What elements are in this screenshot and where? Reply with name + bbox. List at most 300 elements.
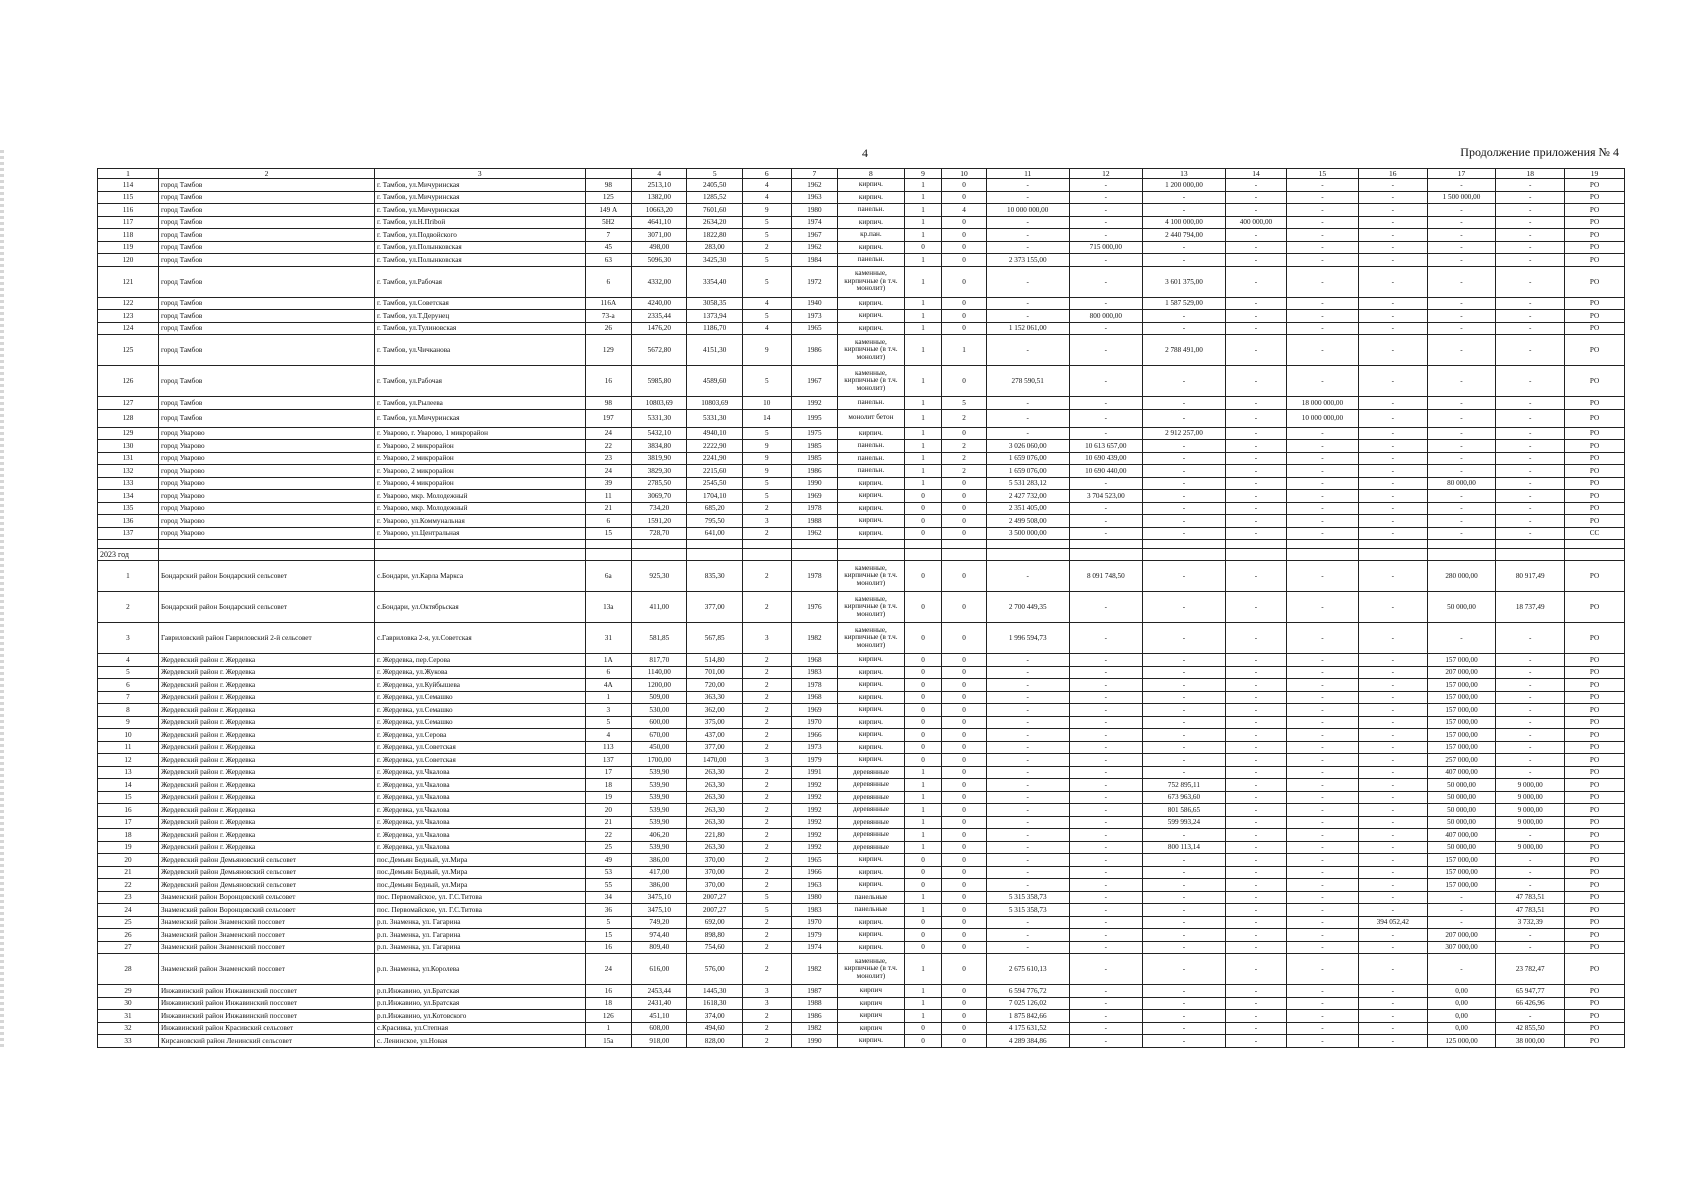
table-cell: - (1358, 941, 1427, 954)
table-cell: 1 (904, 954, 942, 985)
table-cell: - (1358, 366, 1427, 397)
table-cell: - (1225, 241, 1286, 254)
table-cell: 576,00 (687, 954, 742, 985)
table-cell: Знаменский район Знаменский поссовет (158, 929, 374, 942)
table-cell: 0 (942, 254, 986, 267)
table-cell: 1995 (791, 409, 838, 427)
table-cell: панельн. (838, 397, 904, 410)
table-cell: 135 (98, 502, 159, 515)
table-cell: - (1496, 310, 1565, 323)
table-cell: - (1142, 829, 1225, 842)
table-cell: РО (1565, 891, 1625, 904)
table-cell: 1980 (791, 204, 838, 217)
table-cell: 50 000,00 (1427, 816, 1496, 829)
table-cell: - (1358, 691, 1427, 704)
table-cell: 2 (742, 691, 791, 704)
table-cell: - (1496, 716, 1565, 729)
table-cell: с.Красивка, ул.Степная (375, 1022, 586, 1035)
table-cell: - (1427, 490, 1496, 503)
table-cell: 2 499 508,00 (986, 515, 1069, 528)
table-cell: каменные, кирпичные (в т.ч. монолит) (838, 366, 904, 397)
table-cell: - (1142, 916, 1225, 929)
table-cell: 0 (942, 241, 986, 254)
table-cell: 1992 (791, 816, 838, 829)
table-cell: город Уварово (158, 515, 374, 528)
table-cell: 1979 (791, 929, 838, 942)
table-cell: Знаменский район Знаменский поссовет (158, 941, 374, 954)
table-cell: - (1225, 452, 1286, 465)
table-cell (838, 540, 904, 549)
table-cell: город Уварово (158, 440, 374, 453)
table-row (98, 1010, 1625, 1023)
table-cell: - (1358, 440, 1427, 453)
table-cell: - (1225, 941, 1286, 954)
table-cell: Жердевский район г. Жердевка (158, 766, 374, 779)
table-cell: - (1358, 954, 1427, 985)
table-cell: 263,30 (687, 779, 742, 792)
table-row (98, 241, 1625, 254)
table-cell: кирпич. (838, 729, 904, 742)
table-cell: 4 (585, 729, 632, 742)
table-cell: 4 175 631,52 (986, 1022, 1069, 1035)
table-cell: г. Уварово, г. Уварово, 1 микрорайон (375, 427, 586, 440)
table-cell: СС (1565, 527, 1625, 540)
table-cell: 407 000,00 (1427, 829, 1496, 842)
table-cell: 80 917,49 (1496, 561, 1565, 592)
table-cell: - (1142, 704, 1225, 717)
table-cell: РО (1565, 297, 1625, 310)
table-row (98, 229, 1625, 242)
table-cell: 1992 (791, 804, 838, 817)
table-cell: 2 (742, 1010, 791, 1023)
table-cell: кирпич. (838, 866, 904, 879)
table-cell: кирпич. (838, 515, 904, 528)
table-cell: - (1358, 310, 1427, 323)
table-cell: 157 000,00 (1427, 879, 1496, 892)
table-cell: - (1358, 829, 1427, 842)
table-cell: - (1142, 322, 1225, 335)
table-cell: - (986, 779, 1069, 792)
table-cell: - (1286, 427, 1358, 440)
table-cell (791, 549, 838, 561)
table-cell: 1704,10 (687, 490, 742, 503)
table-cell: 4 289 384,86 (986, 1035, 1069, 1048)
table-cell: РО (1565, 854, 1625, 867)
table-cell: - (1225, 409, 1286, 427)
table-cell: 257 000,00 (1427, 754, 1496, 767)
table-cell: 2 (98, 592, 159, 623)
table-cell: - (1496, 691, 1565, 704)
table-row (98, 427, 1625, 440)
table-cell: 0 (942, 266, 986, 297)
table-cell: 0 (942, 297, 986, 310)
table-cell: - (1069, 322, 1142, 335)
table-cell: - (1142, 766, 1225, 779)
table-cell: - (1225, 204, 1286, 217)
table-cell: - (1225, 490, 1286, 503)
table-cell: 2335,44 (632, 310, 687, 323)
table-cell: город Тамбов (158, 254, 374, 267)
table-cell: РО (1565, 561, 1625, 592)
table-cell: 17 (585, 766, 632, 779)
table-cell: РО (1565, 691, 1625, 704)
table-cell: Инжавинский район Красивский сельсовет (158, 1022, 374, 1035)
table-cell: 0 (942, 754, 986, 767)
table-cell: 1 659 076,00 (986, 465, 1069, 478)
table-cell: р.п. Знаменка, ул.Королева (375, 954, 586, 985)
table-cell: РО (1565, 204, 1625, 217)
table-cell: РО (1565, 704, 1625, 717)
table-cell: 4589,60 (687, 366, 742, 397)
table-cell: - (1142, 440, 1225, 453)
table-cell: 283,00 (687, 241, 742, 254)
table-row (98, 297, 1625, 310)
table-cell (791, 540, 838, 549)
table-cell: 4 (942, 204, 986, 217)
table-cell (585, 549, 632, 561)
table-cell: 137 (585, 754, 632, 767)
table-cell: кирпич (838, 1010, 904, 1023)
table-cell: РО (1565, 502, 1625, 515)
table-cell: 263,30 (687, 766, 742, 779)
table-cell: 55 (585, 879, 632, 892)
table-cell: 1 (904, 204, 942, 217)
table-cell: 1978 (791, 679, 838, 692)
table-cell: 9 000,00 (1496, 804, 1565, 817)
table-cell: 34 (585, 891, 632, 904)
table-cell: - (1225, 427, 1286, 440)
table-cell: 1940 (791, 297, 838, 310)
table-row (98, 654, 1625, 667)
table-cell: - (1358, 1022, 1427, 1035)
table-cell: 0 (942, 941, 986, 954)
table-cell: 0 (904, 1035, 942, 1048)
table-cell: - (1225, 929, 1286, 942)
table-cell: - (1496, 729, 1565, 742)
table-cell: 407 000,00 (1427, 766, 1496, 779)
table-row (98, 216, 1625, 229)
table-cell: - (1069, 854, 1142, 867)
table-cell: 5Н2 (585, 216, 632, 229)
table-cell: - (1286, 440, 1358, 453)
table-cell: 49 (585, 854, 632, 867)
table-cell: 2222,90 (687, 440, 742, 453)
table-cell (687, 549, 742, 561)
table-cell: 1 (904, 816, 942, 829)
table-cell: 116 (98, 204, 159, 217)
table-cell: - (986, 754, 1069, 767)
table-cell: - (1069, 716, 1142, 729)
table-cell: 641,00 (687, 527, 742, 540)
table-cell: - (1069, 916, 1142, 929)
table-cell: 126 (98, 366, 159, 397)
table-cell: - (1427, 916, 1496, 929)
table-cell: РО (1565, 1022, 1625, 1035)
table-cell: 1А (585, 654, 632, 667)
table-cell: 10803,69 (687, 397, 742, 410)
table-cell: 2 (742, 527, 791, 540)
table-cell: - (1225, 440, 1286, 453)
table-cell: 1962 (791, 241, 838, 254)
table-cell: 0,00 (1427, 1010, 1496, 1023)
table-cell: - (1225, 310, 1286, 323)
table-cell: 7 025 126,02 (986, 997, 1069, 1010)
table-cell: - (1496, 766, 1565, 779)
table-cell: - (1427, 229, 1496, 242)
table-cell: 1992 (791, 397, 838, 410)
table-cell: 2 (742, 841, 791, 854)
table-cell: - (1358, 179, 1427, 192)
table-cell: 5432,10 (632, 427, 687, 440)
table-cell: г. Жердевка, ул.Чкалова (375, 841, 586, 854)
table-cell: 1 (904, 985, 942, 998)
table-cell: 0 (942, 791, 986, 804)
housing-register-table (97, 168, 1625, 1048)
table-cell: 0 (942, 729, 986, 742)
table-cell: 0 (904, 691, 942, 704)
table-cell: 10 (742, 397, 791, 410)
table-cell: 9 (904, 169, 942, 179)
table-cell: кирпич. (838, 527, 904, 540)
table-cell: 2 (942, 465, 986, 478)
table-cell (942, 540, 986, 549)
table-cell: - (1069, 335, 1142, 366)
table-cell: - (1069, 929, 1142, 942)
table-cell: Жердевский район Демьяновский сельсовет (158, 866, 374, 879)
table-cell: - (1069, 729, 1142, 742)
table-cell: город Уварово (158, 490, 374, 503)
table-cell: 8 091 748,50 (1069, 561, 1142, 592)
table-cell: 1 (904, 310, 942, 323)
table-cell: - (1427, 254, 1496, 267)
table-cell: 66 426,96 (1496, 997, 1565, 1010)
table-cell: - (1069, 623, 1142, 654)
table-cell: - (1358, 904, 1427, 917)
table-cell: 0 (904, 515, 942, 528)
table-cell: - (1225, 879, 1286, 892)
table-cell: - (1142, 409, 1225, 427)
table-cell: 13 (98, 766, 159, 779)
table-cell: город Уварово (158, 502, 374, 515)
table-cell: 19 (1565, 169, 1625, 179)
table-cell: РО (1565, 954, 1625, 985)
table-cell: 1987 (791, 985, 838, 998)
table-cell: 5 531 283,12 (986, 477, 1069, 490)
blank-row (98, 540, 1625, 549)
table-cell: - (1286, 297, 1358, 310)
table-cell: - (1496, 465, 1565, 478)
table-cell: 2215,60 (687, 465, 742, 478)
table-cell: 2 (742, 954, 791, 985)
table-cell: - (1358, 229, 1427, 242)
table-cell: 2 (742, 866, 791, 879)
table-cell: - (1069, 1035, 1142, 1048)
table-cell: - (1069, 527, 1142, 540)
table-row (98, 754, 1625, 767)
table-cell: - (1496, 409, 1565, 427)
table-cell: 0 (904, 623, 942, 654)
table-cell: г. Жердевка, ул.Семашко (375, 716, 586, 729)
table-cell: 0 (942, 515, 986, 528)
table-cell: - (1225, 891, 1286, 904)
table-cell: - (986, 791, 1069, 804)
table-cell: 809,40 (632, 941, 687, 954)
table-cell: - (1286, 241, 1358, 254)
table-cell: - (1496, 191, 1565, 204)
table-cell: - (1069, 879, 1142, 892)
table-cell: 4 100 000,00 (1142, 216, 1225, 229)
table-cell: кирпич. (838, 704, 904, 717)
table-cell: 47 783,51 (1496, 904, 1565, 917)
table-cell (1142, 549, 1225, 561)
table-cell: - (1069, 816, 1142, 829)
table-cell: 2 (742, 916, 791, 929)
table-cell: - (1225, 704, 1286, 717)
table-cell: 19 (98, 841, 159, 854)
table-cell: 18 (98, 829, 159, 842)
table-row (98, 266, 1625, 297)
table-cell: 4641,10 (632, 216, 687, 229)
table-cell: 2 (742, 654, 791, 667)
table-cell: г. Уварово, мкр. Молодежный (375, 490, 586, 503)
table-cell: - (1286, 954, 1358, 985)
table-cell: - (1069, 477, 1142, 490)
table-cell: 2 (158, 169, 374, 179)
table-cell: - (1496, 502, 1565, 515)
table-cell: - (1142, 891, 1225, 904)
table-cell: - (1496, 452, 1565, 465)
table-cell: - (1142, 879, 1225, 892)
table-cell: 1 (904, 322, 942, 335)
table-cell: 10 690 440,00 (1069, 465, 1142, 478)
table-cell: 221,80 (687, 829, 742, 842)
table-cell: - (1286, 527, 1358, 540)
table-cell: 539,90 (632, 804, 687, 817)
table-cell: г. Уварово, ул.Коммунальная (375, 515, 586, 528)
table-cell: - (1358, 477, 1427, 490)
table-cell: - (1286, 592, 1358, 623)
table-cell: - (1286, 623, 1358, 654)
table-cell: Знаменский район Знаменский поссовет (158, 916, 374, 929)
table-cell (687, 540, 742, 549)
table-cell: кирпич. (838, 1035, 904, 1048)
table-cell: 5096,30 (632, 254, 687, 267)
table-row (98, 440, 1625, 453)
scan-edge-artifact (0, 150, 4, 1050)
table-cell: 1 875 842,66 (986, 1010, 1069, 1023)
table-cell: 0 (904, 654, 942, 667)
table-cell: 1976 (791, 592, 838, 623)
table-cell: 1 (904, 452, 942, 465)
table-cell: - (1286, 779, 1358, 792)
table-cell: 10 000 000,00 (1286, 409, 1358, 427)
table-cell: - (1496, 254, 1565, 267)
table-cell: РО (1565, 729, 1625, 742)
table-cell: - (1225, 266, 1286, 297)
table-cell: - (1427, 179, 1496, 192)
table-cell: 1 (904, 997, 942, 1010)
table-cell: Знаменский район Знаменский поссовет (158, 954, 374, 985)
table-cell: кирпич. (838, 179, 904, 192)
table-cell: г. Тамбов, ул.Рылеева (375, 397, 586, 410)
table-cell: г. Жердевка, ул.Куйбышева (375, 679, 586, 692)
table-cell: 2 (942, 409, 986, 427)
table-cell (742, 549, 791, 561)
table-cell: 1 (904, 465, 942, 478)
table-cell: - (1142, 561, 1225, 592)
table-cell: 157 000,00 (1427, 679, 1496, 692)
table-cell: 45 (585, 241, 632, 254)
table-row (98, 766, 1625, 779)
table-cell: - (1142, 490, 1225, 503)
table-cell: 1985 (791, 440, 838, 453)
table-cell: - (1358, 452, 1427, 465)
table-cell: - (1225, 366, 1286, 397)
table-cell: - (1427, 397, 1496, 410)
table-cell: 24 (98, 904, 159, 917)
table-cell: - (1358, 216, 1427, 229)
table-cell: 2 788 491,00 (1142, 335, 1225, 366)
table-cell: 1 (904, 254, 942, 267)
table-cell: - (1427, 515, 1496, 528)
table-row (98, 729, 1625, 742)
table-cell: РО (1565, 754, 1625, 767)
table-cell: 362,00 (687, 704, 742, 717)
table-cell: 9 (98, 716, 159, 729)
table-cell: г. Уварово, 2 микрорайон (375, 465, 586, 478)
table-cell: РО (1565, 997, 1625, 1010)
table-cell: 21 (98, 866, 159, 879)
table-cell: 0 (904, 666, 942, 679)
table-cell: РО (1565, 191, 1625, 204)
table-cell: 0 (904, 941, 942, 954)
table-cell: РО (1565, 929, 1625, 942)
table-cell (1496, 540, 1565, 549)
table-cell: 2 912 257,00 (1142, 427, 1225, 440)
table-cell: 898,80 (687, 929, 742, 942)
table-row (98, 477, 1625, 490)
table-cell (1427, 540, 1496, 549)
table-cell: панельн. (838, 440, 904, 453)
table-cell: 5 (687, 169, 742, 179)
table-cell: 0 (942, 904, 986, 917)
table-cell: РО (1565, 322, 1625, 335)
table-cell: город Тамбов (158, 191, 374, 204)
table-row (98, 891, 1625, 904)
table-cell: р.п. Знаменка, ул. Гагарина (375, 916, 586, 929)
table-cell: 22 (98, 879, 159, 892)
table-cell: 9 (742, 440, 791, 453)
table-row (98, 179, 1625, 192)
table-cell: - (1286, 452, 1358, 465)
table-row (98, 716, 1625, 729)
table-cell: г. Жердевка, пер.Серова (375, 654, 586, 667)
table-cell: 0 (942, 654, 986, 667)
table-cell: 1962 (791, 179, 838, 192)
table-cell: 26 (98, 929, 159, 942)
table-cell: - (1225, 592, 1286, 623)
table-cell: - (986, 829, 1069, 842)
table-cell: РО (1565, 440, 1625, 453)
table-cell: 24 (585, 427, 632, 440)
table-cell: 0 (942, 985, 986, 998)
table-cell: панельные (838, 904, 904, 917)
table-cell: - (1358, 490, 1427, 503)
table-cell: - (1225, 623, 1286, 654)
table-cell: 1 (904, 1010, 942, 1023)
table-cell: 2545,50 (687, 477, 742, 490)
table-cell: 0 (942, 916, 986, 929)
